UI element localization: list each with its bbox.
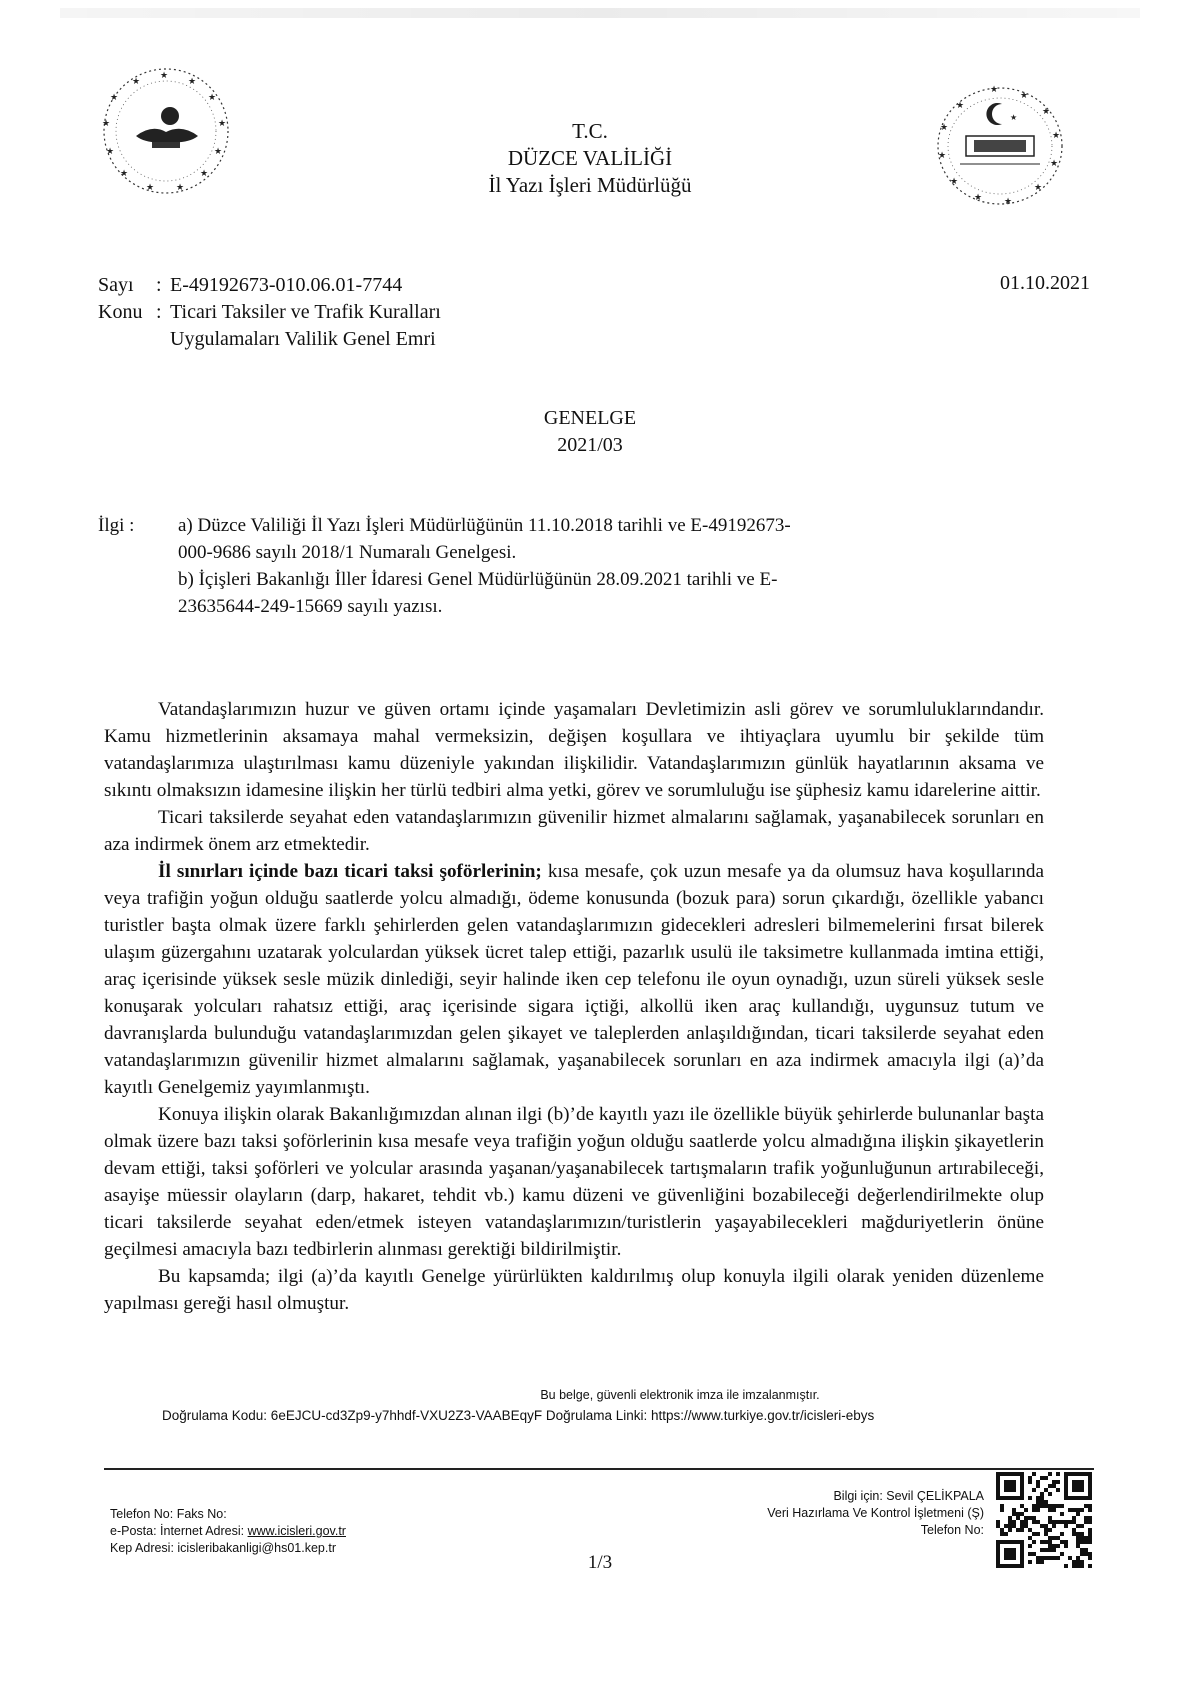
konu-line2: Uygulamaları Valilik Genel Emri xyxy=(170,328,436,350)
title-genelge: GENELGE xyxy=(543,407,637,429)
paragraph-3 xyxy=(104,858,1044,1101)
footer-info-role: Veri Hazırlama Ve Kontrol İşletmeni (Ş) xyxy=(767,1506,984,1520)
reference-label: İlgi : xyxy=(98,515,135,536)
svg-text:★: ★ xyxy=(160,71,169,81)
svg-text:★: ★ xyxy=(176,183,185,193)
svg-text:★: ★ xyxy=(1042,107,1051,117)
svg-text:★: ★ xyxy=(120,169,129,179)
svg-text:★: ★ xyxy=(102,119,111,129)
page-number: 1/3 xyxy=(587,1552,613,1573)
footer-email-web xyxy=(110,1523,346,1540)
e-signature-note: Bu belge, güvenli elektronik imza ile imzalanmıştır. xyxy=(540,1388,820,1402)
sayi-value: E-49192673-010.06.01-7744 xyxy=(170,274,403,296)
e-signature-verification xyxy=(0,1388,1200,1423)
header-tc: T.C. xyxy=(572,119,608,143)
footer-divider xyxy=(104,1468,1094,1470)
konu-separator: : xyxy=(156,301,162,323)
verification-code-line: Doğrulama Kodu: 6eEJCU-cd3Zp9-y7hhdf-VXU2Z3-VAABEqyF Doğrulama Linki: https://www.turkiye.gov.tr/icisleri-ebys xyxy=(162,1408,875,1423)
reference-item-a: a) Düzce Valiliği İl Yazı İşleri Müdürlüğünün 11.10.2018 tarihli ve E-49192673- 000-9686 sayılı 2018/1 Numaralı Genelgesi. xyxy=(178,515,791,563)
reference-item-b: b) İçişleri Bakanlığı İller İdaresi Genel Müdürlüğünün 28.09.2021 tarihli ve E- 23635644-249-15669 sayılı yazısı. xyxy=(178,569,778,617)
sayi-separator: : xyxy=(156,274,162,296)
svg-text:★: ★ xyxy=(132,77,141,87)
svg-text:★: ★ xyxy=(110,93,119,103)
header-governorship: DÜZCE VALİLİĞİ xyxy=(507,146,673,170)
svg-text:★: ★ xyxy=(146,183,155,193)
konu-row xyxy=(98,299,441,326)
paragraph-3-rest: kısa mesafe, çok uzun mesafe ya da olumsuz hava koşullarında veya trafiğin yoğun olduğu saatlerde yolcu almadığı, ödeme konusunda (bozuk para) sorun çıkardığı, özellikle yabancı turistler başta olmak üzere farklı şehirlerden gelen vatandaşlarımızın gidecekleri adresleri bilmemelerini fırsat bilerek ulaşım güzergahını uzatarak yolculardan yüksek ücret talep ettiği, pazarlık usulü ile taksimetre kullanmada imtina ettiği, araç içerisinde yüksek sesle müzik dinlediği, seyir halinde iken cep telefonu ile oyun oynadığı, uzun süreli yüksek sesle konuşarak yolcuları rahatsız ettiği, araç içerisinde sigara içtiği, alkollü iken araç kullandığı, uygunsuz tutum ve davranışlarda bulunduğu vatandaşlarımızdan gelen şikayet ve taleplerden anlaşıldığından, ticari taksilerde seyahat eden vatandaşlarımızın güvenilir hizmet almalarını sağlamak, yaşanabilecek sorunları en aza indirmek amacıyla ilgi (a)’da kayıtlı Genelgemiz yayımlanmıştı. xyxy=(104,861,1044,1098)
svg-text:★: ★ xyxy=(990,85,999,95)
footer-kep: Kep Adresi: icisleribakanligi@hs01.kep.tr xyxy=(110,1541,336,1555)
document-body xyxy=(104,696,1044,1317)
svg-text:★: ★ xyxy=(1052,131,1061,141)
svg-text:★: ★ xyxy=(188,77,197,87)
qr-code-icon xyxy=(996,1472,1092,1568)
website-link[interactable]: www.icisleri.gov.tr xyxy=(247,1524,346,1538)
svg-text:★: ★ xyxy=(940,123,949,133)
scan-artifact xyxy=(60,8,1140,18)
sayi-row xyxy=(98,272,441,299)
footer-info-person: Bilgi için: Sevil ÇELİKPALA xyxy=(833,1489,984,1503)
header-directorate: İl Yazı İşleri Müdürlüğü xyxy=(488,173,692,197)
footer-email-web-label: e-Posta: İnternet Adresi: xyxy=(110,1524,248,1538)
svg-text:★: ★ xyxy=(106,147,115,157)
reference-items xyxy=(178,512,938,620)
svg-text:★: ★ xyxy=(974,193,983,203)
svg-text:★: ★ xyxy=(214,147,223,157)
paragraph-5: Bu kapsamda; ilgi (a)’da kayıtlı Genelge yürürlükten kaldırılmış olup konuyla ilgili olarak yeniden düzenleme yapılması gereği hasıl olmuştur. xyxy=(104,1266,1044,1314)
svg-text:★: ★ xyxy=(956,101,965,111)
paragraph-1: Vatandaşlarımızın huzur ve güven ortamı içinde yaşamaları Devletimizin asli görev ve sorumluluklarındandır. Kamu hizmetlerinin aksamaya mahal vermeksizin, değişen koşullara ve ihtiyaçlara uyumlu bir şekilde tüm vatandaşlarımıza ulaştırılması kamu düzeniyle yakından ilişkilidir. Vatandaşlarımızın günlük hayatlarının aksama ve sıkıntı olmaksızın idamesine ilişkin her türlü tedbiri alma yetki, görev ve sorumluluğu ise şüphesiz kamu idarelerine aittir. xyxy=(104,699,1044,801)
document-date: 01.10.2021 xyxy=(1000,272,1090,294)
svg-text:★: ★ xyxy=(1004,197,1013,207)
svg-text:★: ★ xyxy=(218,119,227,129)
document-header xyxy=(380,118,800,199)
svg-text:★: ★ xyxy=(1050,159,1059,169)
title-number: 2021/03 xyxy=(557,434,623,456)
konu-label: Konu xyxy=(98,301,143,323)
svg-text:★: ★ xyxy=(208,93,217,103)
sayi-label: Sayı xyxy=(98,274,134,296)
duzce-governorship-seal-icon xyxy=(930,78,1070,214)
konu-row-2 xyxy=(98,326,441,353)
svg-text:★: ★ xyxy=(938,151,947,161)
document-meta xyxy=(98,272,441,353)
paragraph-3-bold: İl sınırları içinde bazı ticari taksi şoförlerinin; xyxy=(158,861,542,882)
footer-phone-fax: Telefon No: Faks No: xyxy=(110,1507,227,1521)
paragraph-4: Konuya ilişkin olarak Bakanlığımızdan alınan ilgi (b)’de kayıtlı yazı ile özellikle büyük şehirlerde bulunanlar başta olmak üzere bazı taksi şoförlerinin kısa mesafe veya trafiğin yoğun olduğu saatlerde yolcu almadığına ilişkin şikayetlerin devam ettiği, taksi şoförleri ve yolcular arasında yaşanan/yaşanabilecek tartışmaların trafik yoğunluğunun artırabileceği, asayişe müessir olayların (darp, hakaret, tehdit vb.) kamu düzeni ve güvenliğini bozabileceği değerlendirilmekte olup ticari taksilerde seyahat eden/etmek isteyen vatandaşlarımızın/turistlerin yaşayabilecekleri mağduriyetlerin önüne geçilmesi amacıyla bazı tedbirlerin alınması gerektiği bildirilmiştir. xyxy=(104,1104,1044,1260)
footer-contact xyxy=(110,1506,346,1557)
svg-text:★: ★ xyxy=(1010,113,1018,122)
document-title xyxy=(400,405,780,459)
konu-line1: Ticari Taksiler ve Trafik Kuralları xyxy=(170,301,441,323)
footer-info xyxy=(767,1488,984,1539)
svg-text:★: ★ xyxy=(1034,183,1043,193)
interior-ministry-seal-icon xyxy=(96,62,236,200)
paragraph-2: Ticari taksilerde seyahat eden vatandaşlarımızın güvenilir hizmet almalarını sağlamak, yaşanabilecek sorunları en aza indirmek önem arz etmektedir. xyxy=(104,807,1044,855)
footer-info-phone: Telefon No: xyxy=(920,1523,984,1537)
svg-text:★: ★ xyxy=(950,177,959,187)
svg-text:★: ★ xyxy=(1020,91,1029,101)
svg-text:★: ★ xyxy=(200,169,209,179)
